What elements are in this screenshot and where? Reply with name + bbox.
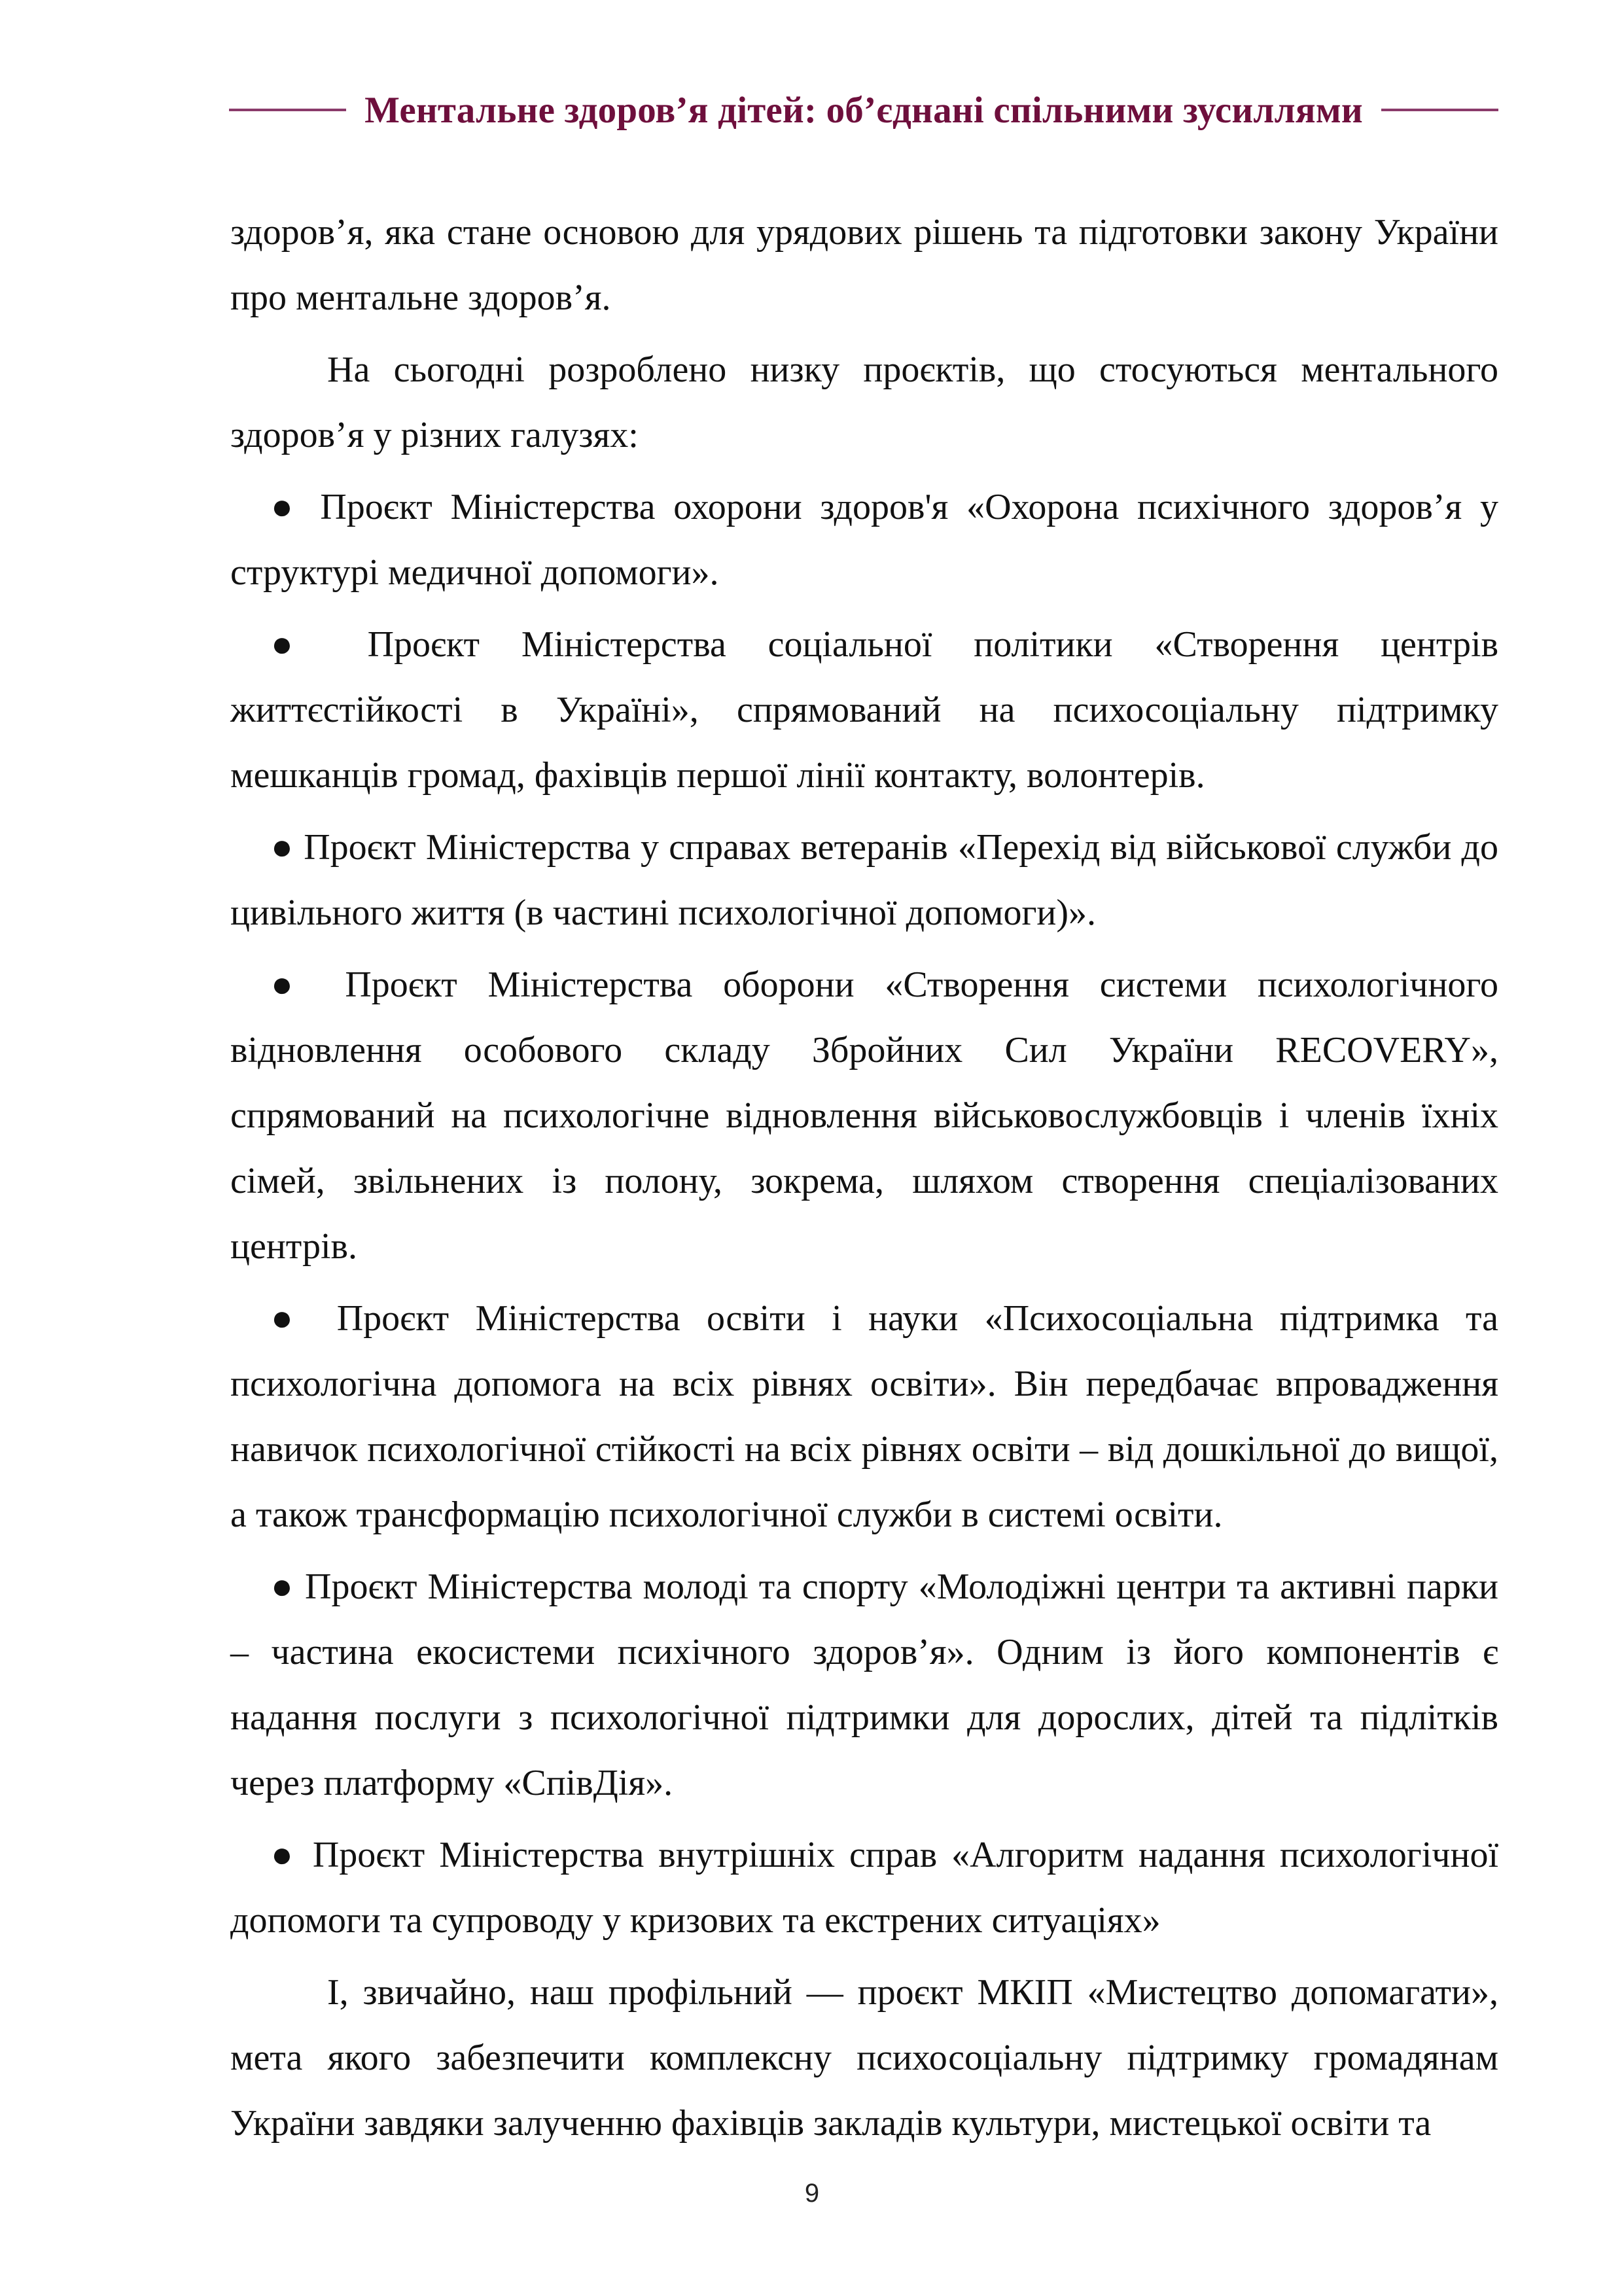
- bullet-icon: ●: [271, 1566, 294, 1607]
- bullet-icon: ●: [271, 487, 302, 527]
- project-list-item-text: Проєкт Міністерства соціальної політики «Створення центрів життєстійкості в Україні», спрямований на психосоціальну підтримку мешканців громад, фахівців першої лінії контакту, волонтерів.: [230, 624, 1499, 796]
- project-list-item-text: Проєкт Міністерства освіти і науки «Психосоціальна підтримка та психологічна допомога на всіх рівнях освіти». Він передбачає впровадження навичок психологічної стійкості на всіх рівнях освіти – від дошкільної до вищої, а також трансформацію психологічної служби в системі освіти.: [230, 1298, 1499, 1535]
- bullet-icon: ●: [271, 1835, 298, 1875]
- bullet-icon: ●: [271, 964, 315, 1005]
- project-list: [230, 474, 1498, 1953]
- bullet-icon: ●: [271, 1298, 311, 1339]
- header-title: Ментальне здоров’я дітей: об’єднані спільними зусиллями: [364, 89, 1363, 131]
- project-list-item-text: Проєкт Міністерства молоді та спорту «Молодіжні центри та активні парки – частина екосистеми психічного здоров’я». Одним із його компонентів є надання послуги з психологічної підтримки для дорослих, дітей та підлітків через платформу «СпівДія».: [230, 1566, 1499, 1803]
- header-rule-right: [1381, 109, 1498, 111]
- project-list-item: [230, 612, 1498, 808]
- page-number: 9: [804, 2179, 820, 2208]
- closing-paragraph: І, звичайно, наш профільний — проєкт МКІП «Мистецтво допомагати», мета якого забезпечити комплексну психосоціальну підтримку громадянам України завдяки залученню фахівців закладів культури, мистецької освіти та: [230, 1972, 1498, 2144]
- project-list-item-text: Проєкт Міністерства у справах ветеранів «Перехід від військової служби до цивільного життя (в частині психологічної допомоги)».: [230, 827, 1499, 933]
- project-list-item: [230, 952, 1498, 1279]
- bullet-icon: ●: [271, 624, 326, 665]
- bullet-icon: ●: [271, 827, 294, 868]
- intro-paragraph: здоров’я, яка стане основою для урядових рішень та підготовки закону України про ментальне здоров’я.: [230, 212, 1498, 318]
- body-text: [230, 200, 1498, 2156]
- project-list-item: [230, 1286, 1498, 1547]
- lead-paragraph: На сьогодні розроблено низку проєктів, що стосуються ментального здоров’я у різних галузях:: [230, 349, 1498, 455]
- running-header: [229, 84, 1498, 136]
- header-rule-left: [229, 109, 346, 111]
- project-list-item: [230, 1822, 1498, 1953]
- project-list-item-text: Проєкт Міністерства внутрішніх справ «Алгоритм надання психологічної допомоги та супроводу у кризових та екстрених ситуаціях»: [230, 1835, 1498, 1941]
- project-list-item-text: Проєкт Міністерства оборони «Створення системи психологічного відновлення особового складу Збройних Сил України RECOVERY», спрямований на психологічне відновлення військовослужбовців і членів їхніх сімей, звільнених із полону, зокрема, шляхом створення спеціалізованих центрів.: [230, 964, 1499, 1267]
- project-list-item: [230, 815, 1498, 945]
- project-list-item-text: Проєкт Міністерства охорони здоров'я «Охорона психічного здоров’я у структурі медичної допомоги».: [230, 487, 1499, 593]
- project-list-item: [230, 474, 1498, 605]
- project-list-item: [230, 1554, 1498, 1816]
